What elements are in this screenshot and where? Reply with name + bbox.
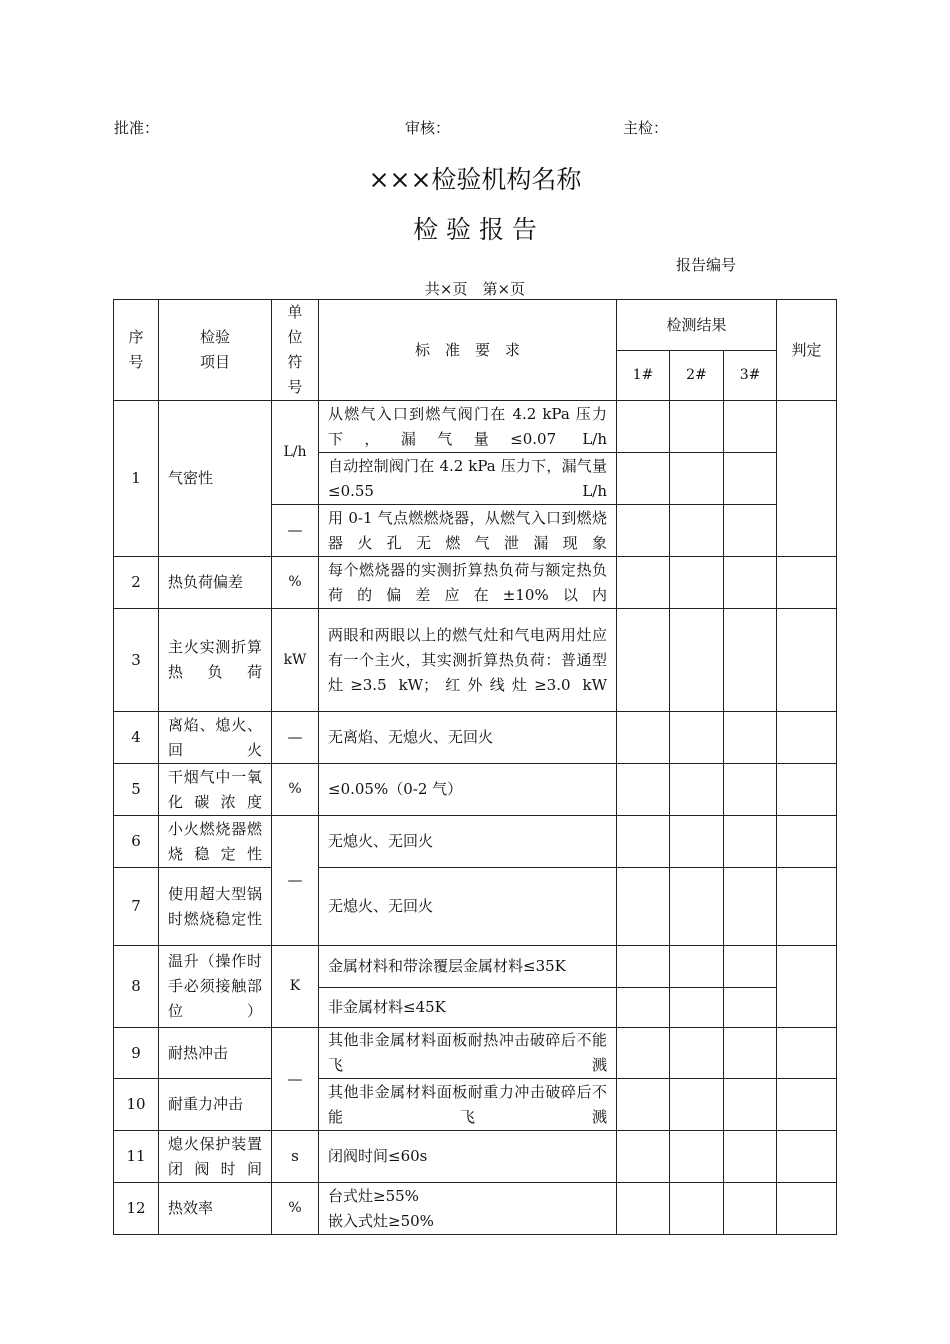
header-seq xyxy=(114,300,159,401)
judge-cell xyxy=(777,764,837,816)
result-cell xyxy=(724,609,777,712)
row-standard: 其他非金属材料面板耐热冲击破碎后不能飞溅 xyxy=(319,1028,617,1079)
result-cell xyxy=(724,1183,777,1235)
row-number: 8 xyxy=(114,946,159,1028)
result-cell xyxy=(724,868,777,946)
organization-name: ×××检验机构名称 xyxy=(368,165,582,194)
result-cell xyxy=(724,1131,777,1183)
result-cell xyxy=(724,557,777,609)
row-unit: K xyxy=(272,946,319,1028)
result-cell xyxy=(724,453,777,505)
page-info: 共×页 第×页 xyxy=(424,280,526,298)
header-item-line1: 检验 xyxy=(199,328,230,346)
row-standard: 闭阀时间≤60s xyxy=(319,1131,617,1183)
row-item: 耐热冲击 xyxy=(159,1028,272,1079)
result-cell xyxy=(617,1028,670,1079)
result-cell xyxy=(670,1183,724,1235)
row-standard: 无离焰、无熄火、无回火 xyxy=(319,712,617,764)
result-cell xyxy=(724,505,777,557)
table-row xyxy=(114,816,837,868)
row-item: 主火实测折算热负荷 xyxy=(159,609,272,712)
judge-cell xyxy=(777,401,837,557)
judge-cell xyxy=(777,712,837,764)
table-row xyxy=(114,1028,837,1079)
table-row xyxy=(114,1131,837,1183)
result-cell xyxy=(670,946,724,988)
row-unit: — xyxy=(272,816,319,946)
result-cell xyxy=(617,505,670,557)
result-cell xyxy=(617,609,670,712)
judge-cell xyxy=(777,946,837,1028)
table-row xyxy=(114,1079,837,1131)
row-number: 7 xyxy=(114,868,159,946)
result-cell xyxy=(670,1079,724,1131)
row-item: 小火燃烧器燃烧稳定性 xyxy=(159,816,272,868)
table-row xyxy=(114,609,837,712)
result-cell xyxy=(617,946,670,988)
row-item: 熄火保护装置闭阀时间 xyxy=(159,1131,272,1183)
row-standard xyxy=(319,1183,617,1235)
header-unit xyxy=(272,300,319,401)
header-result-2: 2# xyxy=(670,351,724,401)
approve-label: 批准： xyxy=(114,119,160,137)
row-number: 10 xyxy=(114,1079,159,1131)
result-cell xyxy=(617,557,670,609)
result-cell xyxy=(670,557,724,609)
judge-cell xyxy=(777,557,837,609)
result-cell xyxy=(617,816,670,868)
result-cell xyxy=(617,1079,670,1131)
result-cell xyxy=(617,401,670,453)
result-cell xyxy=(724,401,777,453)
result-cell xyxy=(617,988,670,1028)
row-number: 11 xyxy=(114,1131,159,1183)
row-standard: 无熄火、无回火 xyxy=(319,816,617,868)
header-seq-line2: 号 xyxy=(128,353,144,371)
header-seq-line1: 序 xyxy=(128,328,144,346)
table-row xyxy=(114,868,837,946)
row-unit: % xyxy=(272,557,319,609)
table-row xyxy=(114,764,837,816)
row-unit: % xyxy=(272,764,319,816)
table-row xyxy=(114,557,837,609)
result-cell xyxy=(670,1028,724,1079)
result-cell xyxy=(724,1079,777,1131)
row-number: 1 xyxy=(114,401,159,557)
row-standard: 自动控制阀门在 4.2 kPa 压力下，漏气量 ≤0.55 L/h xyxy=(319,453,617,505)
header-judge: 判定 xyxy=(777,300,837,401)
result-cell xyxy=(617,764,670,816)
inspection-table xyxy=(113,299,837,1235)
row-standard: ≤0.05%（0-2 气） xyxy=(319,764,617,816)
result-cell xyxy=(670,453,724,505)
row-number: 9 xyxy=(114,1028,159,1079)
row-unit: kW xyxy=(272,609,319,712)
review-label: 审核： xyxy=(405,119,451,137)
row-standard: 从燃气入口到燃气阀门在 4.2 kPa 压力下，漏气量≤0.07 L/h xyxy=(319,401,617,453)
report-title: 检 验 报 告 xyxy=(413,215,537,244)
judge-cell xyxy=(777,868,837,946)
judge-cell xyxy=(777,609,837,712)
header-item xyxy=(159,300,272,401)
row-item: 干烟气中一氧化碳浓度 xyxy=(159,764,272,816)
result-cell xyxy=(670,764,724,816)
result-cell xyxy=(724,764,777,816)
header-unit-line2: 符号 xyxy=(287,353,303,396)
table-row xyxy=(114,712,837,764)
result-cell xyxy=(724,1028,777,1079)
inspector-label: 主检： xyxy=(623,119,669,137)
table-row xyxy=(114,1183,837,1235)
result-cell xyxy=(617,453,670,505)
result-cell xyxy=(617,1131,670,1183)
judge-cell xyxy=(777,1131,837,1183)
judge-cell xyxy=(777,1183,837,1235)
result-cell xyxy=(670,609,724,712)
result-cell xyxy=(724,712,777,764)
result-cell xyxy=(670,816,724,868)
standard-line-1: 台式灶≥55% xyxy=(328,1186,419,1205)
row-item: 热负荷偏差 xyxy=(159,557,272,609)
header-standard: 标 准 要 求 xyxy=(319,300,617,401)
result-cell xyxy=(670,505,724,557)
row-item: 温升（操作时手必须接触部位） xyxy=(159,946,272,1028)
row-standard: 非金属材料≤45K xyxy=(319,988,617,1028)
result-cell xyxy=(724,988,777,1028)
row-standard: 用 0-1 气点燃燃烧器，从燃气入口到燃烧器火孔无燃气泄漏现象 xyxy=(319,505,617,557)
row-number: 2 xyxy=(114,557,159,609)
row-item: 气密性 xyxy=(159,401,272,557)
header-item-line2: 项目 xyxy=(199,353,230,371)
report-number-label: 报告编号 xyxy=(676,256,737,274)
row-number: 6 xyxy=(114,816,159,868)
judge-cell xyxy=(777,816,837,868)
result-cell xyxy=(724,816,777,868)
row-number: 3 xyxy=(114,609,159,712)
standard-line-2: 嵌入式灶≥50% xyxy=(328,1211,434,1230)
row-item: 耐重力冲击 xyxy=(159,1079,272,1131)
row-standard: 其他非金属材料面板耐重力冲击破碎后不能飞溅 xyxy=(319,1079,617,1131)
result-cell xyxy=(670,868,724,946)
row-unit: % xyxy=(272,1183,319,1235)
row-item: 使用超大型锅时燃烧稳定性 xyxy=(159,868,272,946)
table-row xyxy=(114,401,837,453)
result-cell xyxy=(617,868,670,946)
row-unit: s xyxy=(272,1131,319,1183)
row-item: 热效率 xyxy=(159,1183,272,1235)
row-unit: — xyxy=(272,1028,319,1131)
row-number: 4 xyxy=(114,712,159,764)
row-unit: L/h xyxy=(272,401,319,505)
result-cell xyxy=(670,401,724,453)
header-unit-line1: 单位 xyxy=(287,303,303,346)
result-cell xyxy=(617,712,670,764)
result-cell xyxy=(670,988,724,1028)
row-number: 12 xyxy=(114,1183,159,1235)
row-standard: 无熄火、无回火 xyxy=(319,868,617,946)
result-cell xyxy=(670,712,724,764)
header-result-1: 1# xyxy=(617,351,670,401)
row-unit: — xyxy=(272,712,319,764)
judge-cell xyxy=(777,1028,837,1079)
table-row xyxy=(114,946,837,988)
result-cell xyxy=(724,946,777,988)
row-standard: 每个燃烧器的实测折算热负荷与额定热负荷的偏差应在±10%以内 xyxy=(319,557,617,609)
header-result-3: 3# xyxy=(724,351,777,401)
judge-cell xyxy=(777,1079,837,1131)
result-cell xyxy=(670,1131,724,1183)
row-item: 离焰、熄火、回火 xyxy=(159,712,272,764)
header-results: 检测结果 xyxy=(617,300,777,351)
row-unit: — xyxy=(272,505,319,557)
row-standard: 两眼和两眼以上的燃气灶和气电两用灶应有一个主火，其实测折算热负荷：普通型灶≥3.5 kW；红外线灶≥3.0 kW xyxy=(319,609,617,712)
row-number: 5 xyxy=(114,764,159,816)
result-cell xyxy=(617,1183,670,1235)
row-standard: 金属材料和带涂覆层金属材料≤35K xyxy=(319,946,617,988)
